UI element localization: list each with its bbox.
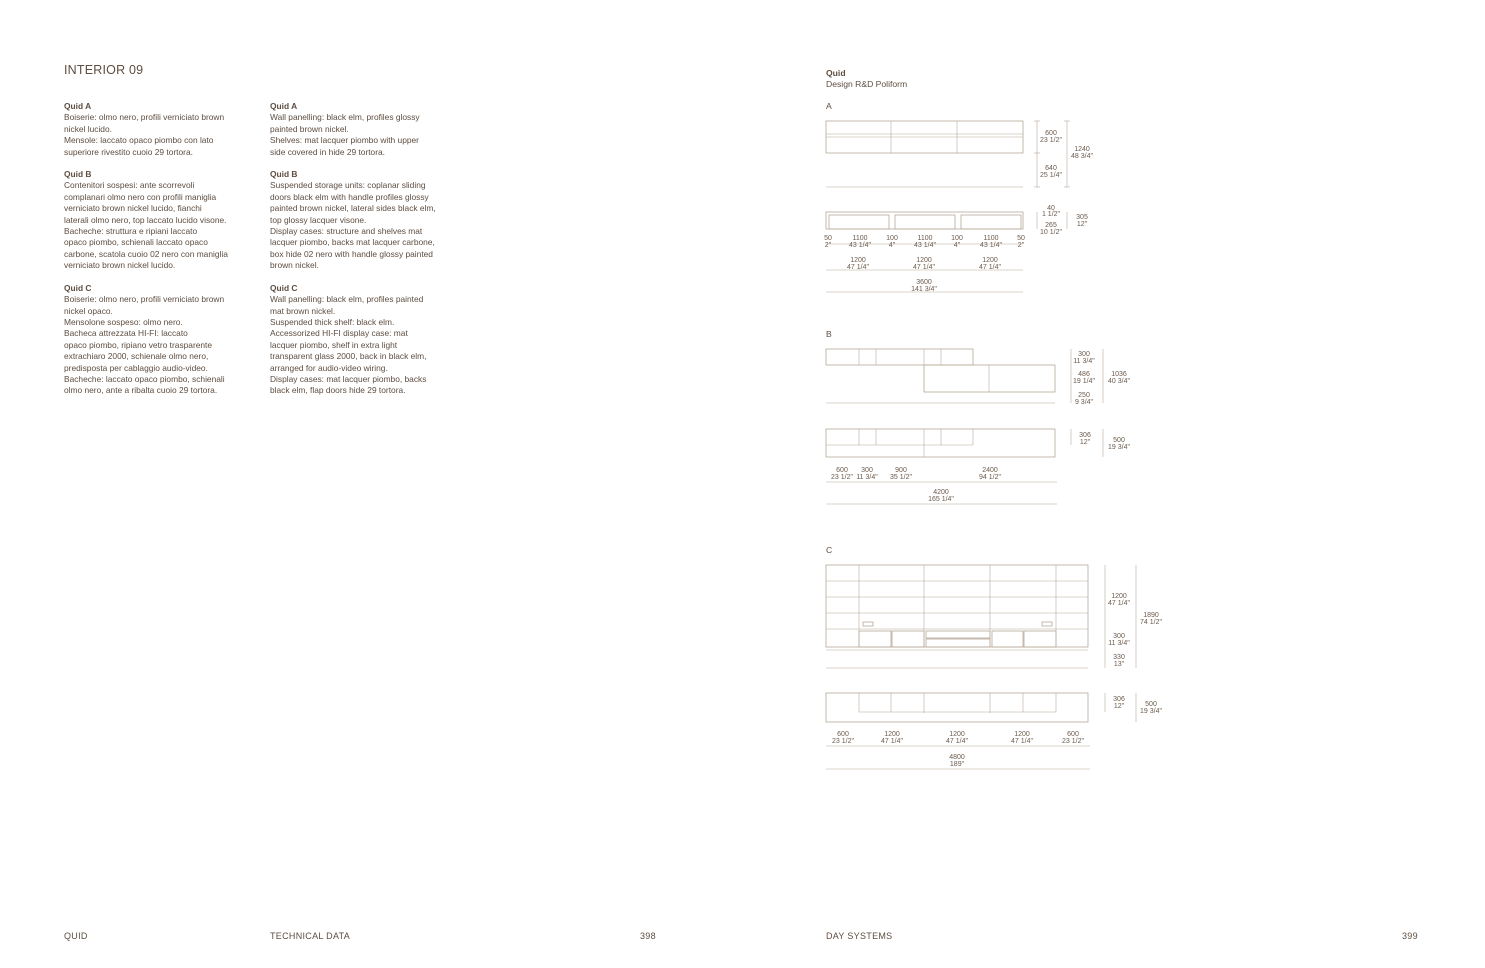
description-line: laterali olmo nero, top laccato lucido visone. [64, 214, 227, 225]
dim-c-h300i: 11 3/4" [1108, 640, 1130, 647]
drawing-c-elevation [826, 565, 1136, 668]
dim-a-w1100: 1100 [983, 235, 999, 242]
dim-a-w3600i: 141 3/4" [911, 286, 937, 293]
section-label-a: A [826, 101, 832, 111]
description-line: Bacheca attrezzata HI-FI: laccato [64, 328, 188, 339]
dim-b-d500i: 19 3/4" [1108, 444, 1130, 451]
description-line: Boiserie: olmo nero, profili verniciato brown [64, 112, 225, 123]
dim-c-h1200: 1200 [1111, 593, 1127, 600]
dim-b-h486: 486 [1078, 371, 1090, 378]
description-line: Display cases: mat lacquer piombo, backs [270, 373, 427, 384]
dim-b-w600: 600 [836, 467, 848, 474]
block-heading: Quid C [270, 282, 298, 293]
description-line: opaco piombo, ripiano vetro trasparente [64, 339, 213, 350]
dim-c-d306: 306 [1113, 696, 1125, 703]
dim-c-w600i: 23 1/2" [832, 738, 854, 745]
dim-c-h330i: 13" [1113, 661, 1125, 668]
description-line: Wall panelling: black elm, profiles glossy [270, 112, 420, 123]
dim-a-w1200i: 47 1/4" [979, 264, 1001, 271]
description-line: Suspended storage units: coplanar sliding [270, 180, 426, 191]
description-line: painted brown nickel, lateral sides black elm, [270, 203, 436, 214]
dim-b-w2400: 2400 [982, 467, 998, 474]
dim-a-w1100i: 43 1/4" [914, 242, 936, 249]
dim-a-d40i: 1 1/2" [1041, 211, 1061, 218]
description-line: box hide 02 nero with handle glossy painted [270, 248, 433, 259]
description-line: carbone, scatola cuoio 02 nero con maniglia [64, 248, 228, 259]
dim-c-w1200: 1200 [949, 731, 965, 738]
description-line: superiore rivestito cuoio 29 tortora. [64, 146, 193, 157]
dim-a-w50i: 2" [1017, 242, 1025, 249]
dim-a-d305: 305 [1076, 214, 1088, 221]
dim-a-d305i: 12" [1076, 221, 1088, 228]
dim-a-w100i: 4" [953, 242, 961, 249]
dim-c-w4800: 4800 [949, 754, 965, 761]
description-line: mat brown nickel. [270, 305, 336, 316]
dim-a-w1100i: 43 1/4" [980, 242, 1002, 249]
description-line: lacquer piombo, shelf in extra light [270, 339, 398, 350]
description-line: painted brown nickel. [270, 123, 349, 134]
dim-a-w50i: 2" [824, 242, 832, 249]
dim-b-d306i: 12" [1079, 439, 1091, 446]
product-name: Quid [826, 68, 846, 78]
description-line: Mensole: laccato opaco piombo con lato [64, 135, 214, 146]
description-line: brown nickel. [270, 260, 319, 271]
dim-b-h1036: 1036 [1111, 371, 1127, 378]
description-line: arranged for audio-video wiring. [270, 362, 388, 373]
block-heading: Quid A [270, 101, 298, 111]
description-line: top glossy lacquer visone. [270, 214, 367, 225]
dim-b-w300i: 11 3/4" [856, 474, 878, 481]
dim-b-d306: 306 [1079, 432, 1091, 439]
dim-c-h330: 330 [1113, 654, 1125, 661]
description-line: Shelves: mat lacquer piombo with upper [270, 135, 419, 146]
drawing-a-elevation [826, 121, 1070, 187]
description-line: nickel opaco. [64, 305, 113, 316]
dim-b-d500: 500 [1113, 437, 1125, 444]
dim-a-w50: 50 [824, 235, 832, 242]
dim-a-d265i: 10 1/2" [1040, 229, 1062, 236]
description-line: black elm, flap doors hide 29 tortora. [270, 385, 406, 396]
dim-c-h1890: 1890 [1143, 612, 1159, 619]
footer-brand: QUID [64, 931, 88, 941]
dim-a-w1100: 1100 [852, 235, 868, 242]
dim-b-w4200: 4200 [933, 489, 949, 496]
description-line: lacquer piombo, backs mat lacquer carbone, [270, 237, 435, 248]
dim-b-h250: 250 [1078, 392, 1090, 399]
footer-page-left: 398 [640, 931, 656, 941]
dim-a-w100: 100 [886, 235, 898, 242]
dim-a-h1240: 1240 [1074, 146, 1090, 153]
dim-c-w1200i: 47 1/4" [881, 738, 903, 745]
dim-b-h300i: 11 3/4" [1073, 358, 1095, 365]
description-line: transparent glass 2000, back in black elm, [270, 351, 427, 362]
description-line: Bacheche: struttura e ripiani laccato [64, 226, 198, 237]
dim-b-w600i: 23 1/2" [831, 474, 853, 481]
description-line: Mensolone sospeso: olmo nero. [64, 316, 183, 327]
description-line: Bacheche: laccato opaco piombo, schienali [64, 373, 225, 384]
dim-a-w1200: 1200 [850, 257, 866, 264]
footer-section-right: DAY SYSTEMS [826, 931, 893, 941]
dim-a-w100: 100 [951, 235, 963, 242]
drawing-c-plan [826, 693, 1136, 769]
dim-b-w900: 900 [895, 467, 907, 474]
dim-c-w1200: 1200 [884, 731, 900, 738]
block-heading: Quid C [64, 282, 92, 293]
description-line: Wall panelling: black elm, profiles painted [270, 294, 424, 305]
dim-c-d500: 500 [1145, 701, 1157, 708]
description-line: doors black elm with handle profiles glossy [270, 191, 429, 202]
block-heading: Quid B [64, 169, 92, 180]
section-label-b: B [826, 329, 832, 339]
dim-c-w600: 600 [1067, 731, 1079, 738]
dim-b-h1036i: 40 3/4" [1108, 378, 1130, 385]
description-line: olmo nero, ante a ribalta cuoio 29 tortora. [64, 385, 218, 396]
description-line: extrachiaro 2000, schienale olmo nero, [64, 351, 209, 362]
dim-c-d500i: 19 3/4" [1140, 708, 1162, 715]
dim-c-w600: 600 [837, 731, 849, 738]
dim-a-w1200i: 47 1/4" [847, 264, 869, 271]
description-line: complanari olmo nero con profili maniglia [64, 191, 217, 202]
dim-b-w300: 300 [861, 467, 873, 474]
block-heading: Quid A [64, 101, 92, 111]
dim-c-w1200i: 47 1/4" [946, 738, 968, 745]
description-line: opaco piombo, schienali laccato opaco [64, 237, 208, 248]
dim-b-w2400i: 94 1/2" [979, 474, 1001, 481]
dim-c-w4800i: 189" [949, 761, 965, 768]
description-line: verniciato brown nickel lucido, fianchi [64, 203, 202, 214]
dim-a-h1240i: 48 3/4" [1071, 153, 1093, 160]
product-designer: Design R&D Poliform [826, 79, 908, 89]
dim-b-w900i: 35 1/2" [890, 474, 912, 481]
block-heading: Quid B [270, 169, 298, 180]
dim-c-d306i: 12" [1113, 703, 1125, 710]
description-line: Boiserie: olmo nero, profili verniciato brown [64, 294, 225, 305]
dim-c-h1200i: 47 1/4" [1108, 600, 1130, 607]
dim-c-w600i: 23 1/2" [1062, 738, 1084, 745]
dim-b-h486i: 19 1/4" [1073, 378, 1095, 385]
dim-a-w1200: 1200 [982, 257, 998, 264]
description-line: Display cases: structure and shelves mat [270, 226, 423, 237]
drawing-b-elevation [826, 349, 1103, 403]
description-line: verniciato brown nickel lucido. [64, 260, 176, 271]
dim-b-h250i: 9 3/4" [1074, 399, 1094, 406]
dim-a-d265: 265 [1045, 222, 1057, 229]
dim-a-w1100: 1100 [917, 235, 933, 242]
dim-b-w4200i: 165 1/4" [928, 496, 954, 503]
footer-section-left: TECHNICAL DATA [270, 931, 351, 941]
footer-page-right: 399 [1402, 931, 1418, 941]
dim-a-h600: 600 [1045, 130, 1057, 137]
description-line: predisposta per cablaggio audio-video. [64, 362, 208, 373]
dim-c-w1200: 1200 [1014, 731, 1030, 738]
page-title: INTERIOR 09 [64, 63, 144, 77]
drawing-a-plan [826, 212, 1067, 292]
section-label-c: C [826, 545, 833, 555]
dim-a-w1200i: 47 1/4" [913, 264, 935, 271]
dim-a-w1200: 1200 [916, 257, 932, 264]
dim-a-w1100i: 43 1/4" [849, 242, 871, 249]
description-line: side covered in hide 29 tortora. [270, 146, 385, 157]
dim-a-h640i: 25 1/4" [1040, 172, 1062, 179]
dim-c-h1890i: 74 1/2" [1140, 619, 1162, 626]
dim-c-h300: 300 [1113, 633, 1125, 640]
dim-a-w100i: 4" [888, 242, 896, 249]
description-line: Contenitori sospesi: ante scorrevoli [64, 180, 195, 191]
dim-b-h300: 300 [1078, 351, 1090, 358]
dim-a-h640: 640 [1045, 165, 1057, 172]
description-line: Suspended thick shelf: black elm. [270, 316, 395, 327]
dim-a-d40: 40 [1047, 205, 1055, 212]
dim-c-w1200i: 47 1/4" [1011, 738, 1033, 745]
dim-a-w3600: 3600 [916, 279, 932, 286]
description-line: Accessorized HI-FI display case: mat [270, 328, 408, 339]
dim-a-w50: 50 [1017, 235, 1025, 242]
description-line: nickel lucido. [64, 123, 112, 134]
dim-a-h600i: 23 1/2" [1040, 137, 1062, 144]
